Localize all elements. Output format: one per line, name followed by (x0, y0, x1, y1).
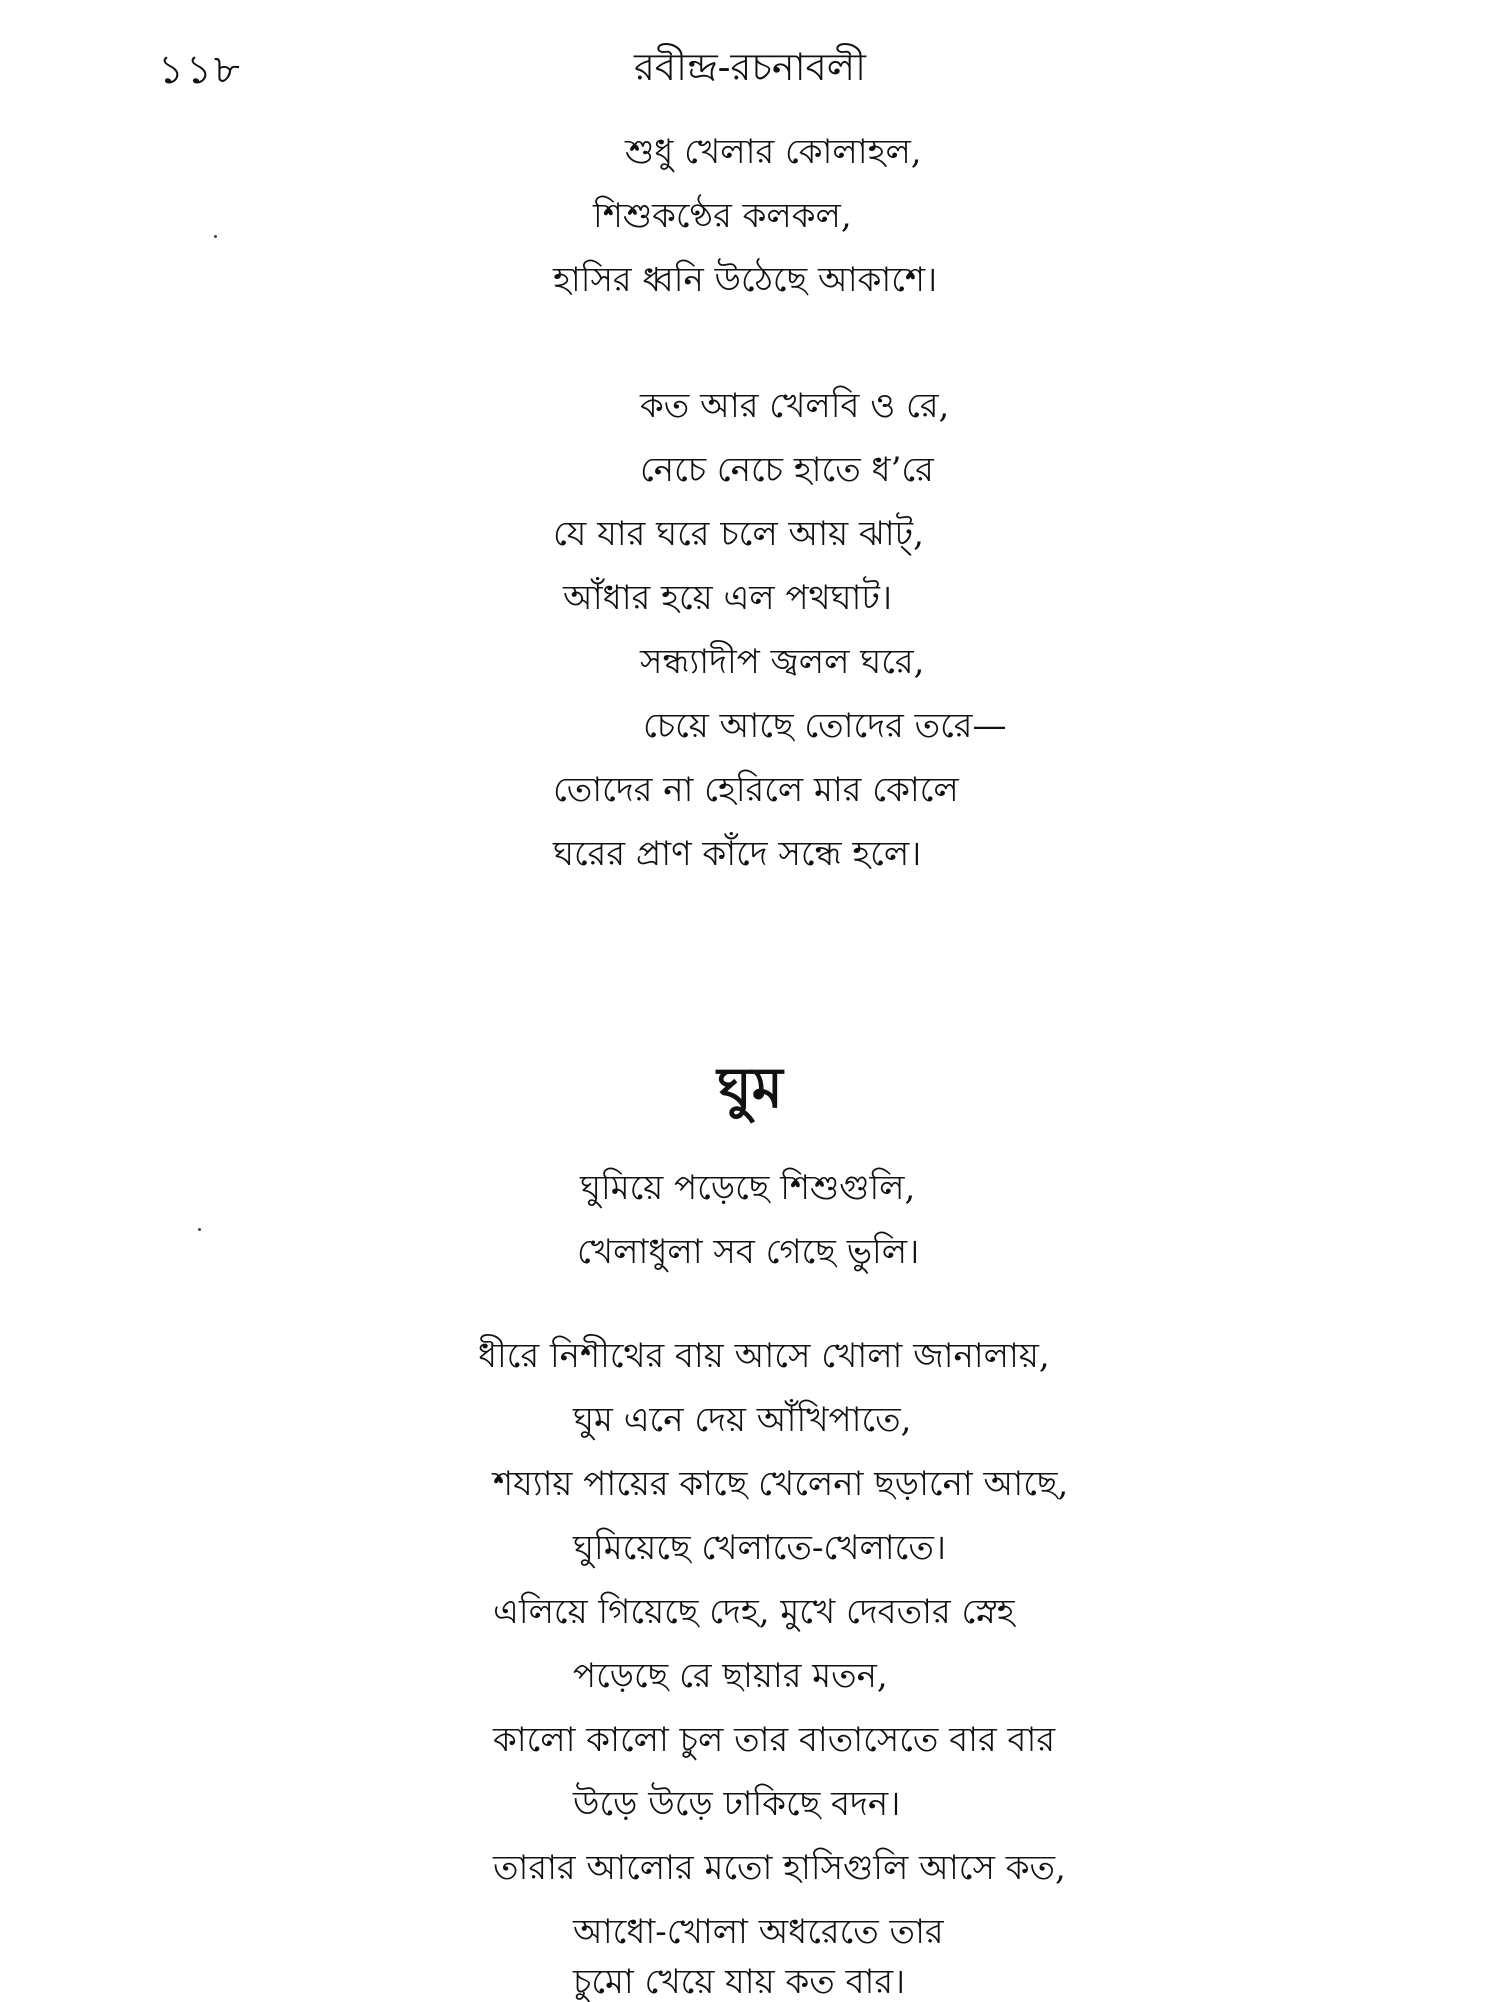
verse-line: ঘুম এনে দেয় আঁখিপাতে, (573, 1400, 912, 1440)
scan-speck (198, 1228, 201, 1231)
verse-line: এলিয়ে গিয়েছে দেহ, মুখে দেবতার স্নেহ (493, 1592, 1015, 1632)
running-head: রবীন্দ্র-রচনাবলী (634, 45, 866, 89)
verse-line: ঘুমিয়েছে খেলাতে-খেলাতে। (573, 1528, 946, 1568)
verse-line: ঘুমিয়ে পড়েছে শিশুগুলি, (580, 1168, 916, 1208)
verse-line: চেয়ে আছে তোদের তরে— (643, 706, 1007, 746)
verse-line: খেলাধুলা সব গেছে ভুলি। (577, 1232, 920, 1272)
verse-line: চুমো খেয়ে যায় কত বার। (573, 1962, 906, 2002)
verse-line: হাসির ধ্বনি উঠেছে আকাশে। (553, 260, 938, 300)
page-number: ১১৮ (158, 47, 242, 93)
verse-line: আধো-খোলা অধরেতে তার (573, 1912, 944, 1952)
verse-line: নেচে নেচে হাতে ধ’রে (640, 450, 934, 490)
verse-line: কত আর খেলবি ও রে, (640, 386, 950, 426)
verse-line: তোদের না হেরিলে মার কোলে (553, 770, 959, 810)
verse-line: পড়েছে রে ছায়ার মতন, (573, 1656, 888, 1696)
verse-line: ঘরের প্রাণ কাঁদে সন্ধে হলে। (553, 834, 922, 874)
scan-speck (214, 235, 217, 238)
verse-line: তারার আলোর মতো হাসিগুলি আসে কত, (493, 1848, 1066, 1888)
verse-line: উড়ে উড়ে ঢাকিছে বদন। (573, 1784, 901, 1824)
verse-line: সন্ধ্যাদীপ জ্বলল ঘরে, (640, 642, 925, 682)
verse-line: শুধু খেলার কোলাহল, (625, 132, 922, 172)
verse-line: ধীরে নিশীথের বায় আসে খোলা জানালায়, (478, 1336, 1050, 1376)
verse-line: শয্যায় পায়ের কাছে খেলেনা ছড়ানো আছে, (493, 1464, 1069, 1504)
poem-title: ঘুম (717, 1055, 783, 1121)
verse-line: আঁধার হয়ে এল পথঘাট। (563, 578, 893, 618)
verse-line: কালো কালো চুল তার বাতাসেতে বার বার (493, 1720, 1056, 1760)
verse-line: যে যার ঘরে চলে আয় ঝাট্‌, (553, 514, 924, 554)
verse-line: শিশুকণ্ঠের কলকল, (593, 196, 852, 236)
